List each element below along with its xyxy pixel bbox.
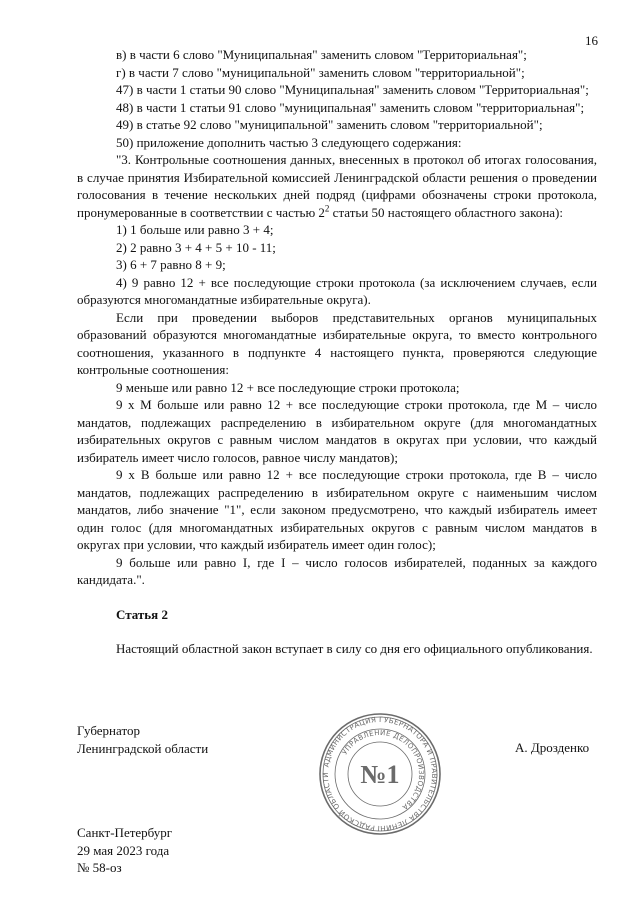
amendment-item: 49) в статье 92 слово "муниципальной" заменить словом "территориальной"; bbox=[116, 117, 543, 132]
ratio-item: 4) 9 равно 12 + все последующие строки протокола (за исключением случаев, если образуются многомандатные избирательные округа). bbox=[77, 274, 597, 307]
amendment-item: 50) приложение дополнить частью 3 следующего содержания: bbox=[116, 134, 462, 150]
signature-name: А. Дрозденко bbox=[515, 740, 590, 755]
amendment-item: 47) в части 1 статьи 90 слово "Муниципальная" заменить словом "Территориальная"; bbox=[116, 82, 589, 97]
ratios-list bbox=[77, 221, 597, 309]
amendment-item: 48) в части 1 статьи 91 слово "муниципальная" заменить словом "территориальная"; bbox=[116, 99, 585, 115]
place-city: Санкт-Петербург bbox=[77, 825, 173, 840]
amendment-item: г) в части 7 слово "муниципальной" заменить словом "территориальной"; bbox=[116, 64, 525, 80]
signature-title: Губернатор bbox=[77, 723, 140, 738]
municipal-ratio-item: 9 х В больше или равно 12 + все последующие строки протокола, где В – число мандатов, подлежащих распределению в избирательном округе с наименьшим числом мандатов, либо значение "1", если законом предусмотрено, что каждый избиратель имеет один голос (для многомандатных избирательных округов с равным числом мандатов в округах при условии, что каждый избиратель имеет один голос); bbox=[77, 467, 597, 552]
municipal-ratio-item: 9 больше или равно I, где I – число голосов избирателей, поданных за каждого кандидата.". bbox=[77, 554, 597, 587]
document-body bbox=[77, 46, 597, 658]
page-number: 16 bbox=[585, 33, 598, 48]
law-number: № 58-оз bbox=[77, 860, 122, 875]
official-seal bbox=[318, 712, 442, 836]
seal-number: №1 bbox=[360, 760, 400, 789]
seal-outer-text: АДМИНИСТРАЦИЯ ГУБЕРНАТОРА И ПРАВИТЕЛЬСТВА ЛЕНИНГРАДСКОЙ ОБЛАСТИ bbox=[320, 714, 440, 834]
quoted-intro-before: "3. Контрольные соотношения данных, внесенных в протокол об итогах голосования, в случае принятия Избирательной комиссией Ленинградской области решения о проведении голосования в течение нескольких дней подряд (цифрами обозначены строки протокола, пронумерованные в соответствии с частью 2 bbox=[77, 152, 597, 220]
municipal-ratios-list bbox=[77, 379, 597, 589]
signature-block bbox=[77, 722, 208, 757]
amendment-item: в) в части 6 слово "Муниципальная" заменить словом "Территориальная"; bbox=[116, 47, 527, 62]
place-date-block bbox=[77, 824, 172, 877]
law-date: 29 мая 2023 года bbox=[77, 842, 170, 858]
article-heading: Статья 2 bbox=[116, 606, 168, 622]
municipal-ratio-item: 9 меньше или равно 12 + все последующие строки протокола; bbox=[116, 379, 460, 395]
municipal-intro: Если при проведении выборов представительных органов муниципальных образований образуются многомандатные избирательные округа, то вместо контрольного соотношения, указанного в подпункте 4 настоящего пункта, проверяются следующие контрольные соотношения: bbox=[77, 309, 597, 377]
superscript: 2 bbox=[324, 203, 330, 214]
municipal-ratio-item: 9 х М больше или равно 12 + все последующие строки протокола, где М – число мандатов, подлежащих распределению в избирательном округе (для многомандатных избирательных округов с равным числом мандатов в округах при условии, что каждый избиратель имеет число голосов, равное числу мандатов); bbox=[77, 397, 597, 465]
seal-inner-text: УПРАВЛЕНИЕ ДЕЛОПРОИЗВОДСТВА bbox=[340, 728, 426, 812]
signature-title-region: Ленинградской области bbox=[77, 740, 209, 756]
quoted-intro-after: статьи 50 настоящего областного закона): bbox=[329, 204, 564, 220]
article-text: Настоящий областной закон вступает в силу со дня его официального опубликования. bbox=[116, 641, 593, 656]
ratio-item: 3) 6 + 7 равно 8 + 9; bbox=[116, 257, 226, 272]
ratio-item: 2) 2 равно 3 + 4 + 5 + 10 - 11; bbox=[116, 239, 276, 255]
ratio-item: 1) 1 больше или равно 3 + 4; bbox=[116, 222, 274, 237]
quoted-intro bbox=[77, 151, 597, 221]
